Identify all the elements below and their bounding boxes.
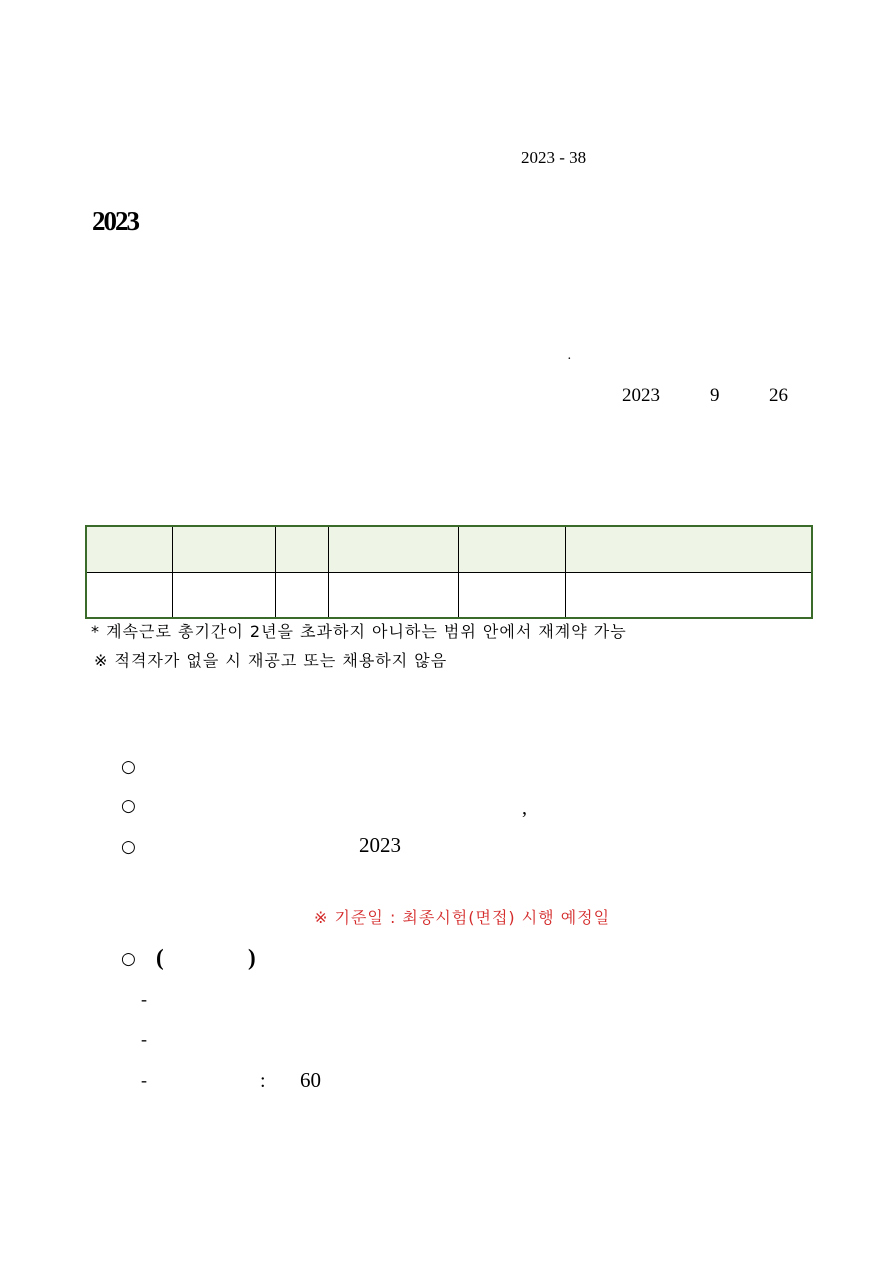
table-cell: [566, 573, 812, 618]
announcement-date-month: 9: [710, 385, 720, 406]
circle-bullet-icon: ○: [121, 949, 136, 969]
reference-date-note: ※ 기준일 : 최종시험(면접) 시행 예정일: [314, 908, 611, 927]
dash-bullet: -: [141, 1029, 147, 1049]
circle-bullet-icon: ○: [121, 837, 136, 857]
table-header-row: [87, 527, 812, 573]
table-header-cell: [329, 527, 459, 573]
table-cell: [276, 573, 329, 618]
notice-number: 2023 - 38: [521, 148, 587, 167]
announcement-date-day: 26: [769, 385, 788, 406]
dash-bullet: -: [141, 1070, 147, 1090]
table-cell: [87, 573, 173, 618]
table-header-cell: [87, 527, 173, 573]
qualification-year: 2023: [359, 833, 401, 857]
table-cell: [459, 573, 566, 618]
separator-dot: ·: [567, 352, 572, 367]
table-header-cell: [276, 527, 329, 573]
preference-paren-close: ): [248, 945, 256, 970]
preference-paren-open: (: [156, 945, 164, 970]
table-header-cell: [566, 527, 812, 573]
no-candidate-note: ※ 적격자가 없을 시 재공고 또는 채용하지 않음: [94, 651, 448, 670]
document-title: 2023: [92, 206, 138, 236]
recruitment-table: [86, 526, 812, 618]
table-row: [87, 573, 812, 618]
score-colon: :: [260, 1070, 266, 1092]
dash-bullet: -: [141, 989, 147, 1009]
circle-bullet-icon: ○: [121, 796, 136, 816]
qualification-comma: ,: [522, 797, 527, 819]
table-header-cell: [173, 527, 276, 573]
table-cell: [329, 573, 459, 618]
announcement-date-year: 2023: [622, 385, 660, 406]
table-cell: [173, 573, 276, 618]
table-header-cell: [459, 527, 566, 573]
circle-bullet-icon: ○: [121, 757, 136, 777]
contract-renewal-note: * 계속근로 총기간이 2년을 초과하지 아니하는 범위 안에서 재계약 가능: [91, 622, 627, 641]
score-value: 60: [300, 1068, 321, 1092]
